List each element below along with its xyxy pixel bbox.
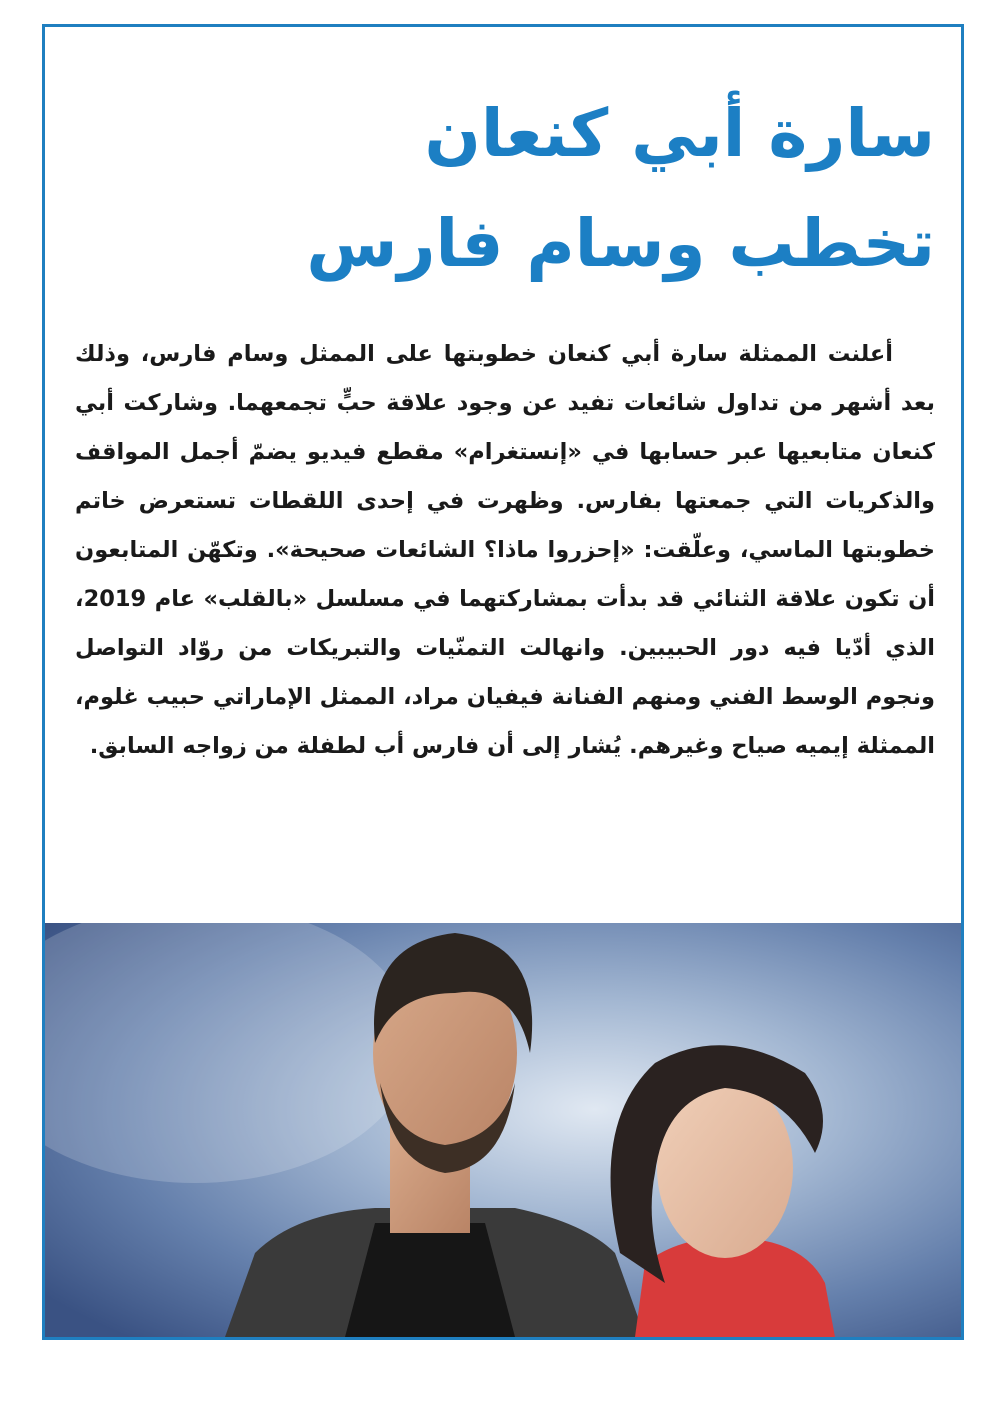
headline-line-1: سارة أبي كنعان [424,95,935,172]
couple-photo-illustration [45,923,961,1337]
article-body [75,330,935,771]
headline-line-2: تخطب وسام فارس [306,205,935,282]
article-photo [45,923,961,1337]
article-body-text: أعلنت الممثلة سارة أبي كنعان خطوبتها على الممثل وسام فارس، وذلك بعد أشهر من تداول شائعات تفيد عن وجود علاقة حبٍّ تجمعهما. وشاركت أبي كنعان متابعيها عبر حسابها في «إنستغرام» مقطع فيديو يضمّ أجمل المواقف والذكريات التي جمعتها بفارس. وظهرت في إحدى اللقطات تستعرض خاتم خطوبتها الماسي، وعلّقت: «إحزروا ماذا؟ الشائعات صحيحة». وتكهّن المتابعون أن تكون علاقة الثنائي قد بدأت بمشاركتهما في مسلسل «بالقلب» عام 2019، الذي أدّيا فيه دور الحبيبين. وانهالت التمنّيات والتبريكات من روّاد التواصل ونجوم الوسط الفني ومنهم الفنانة فيفيان مراد، الممثل الإماراتي حبيب غلوم، الممثلة إيميه صياح وغيرهم. يُشار إلى أن فارس أب لطفلة من زواجه السابق. [75,341,935,759]
article-frame [42,24,964,1340]
article-headline [75,79,935,299]
